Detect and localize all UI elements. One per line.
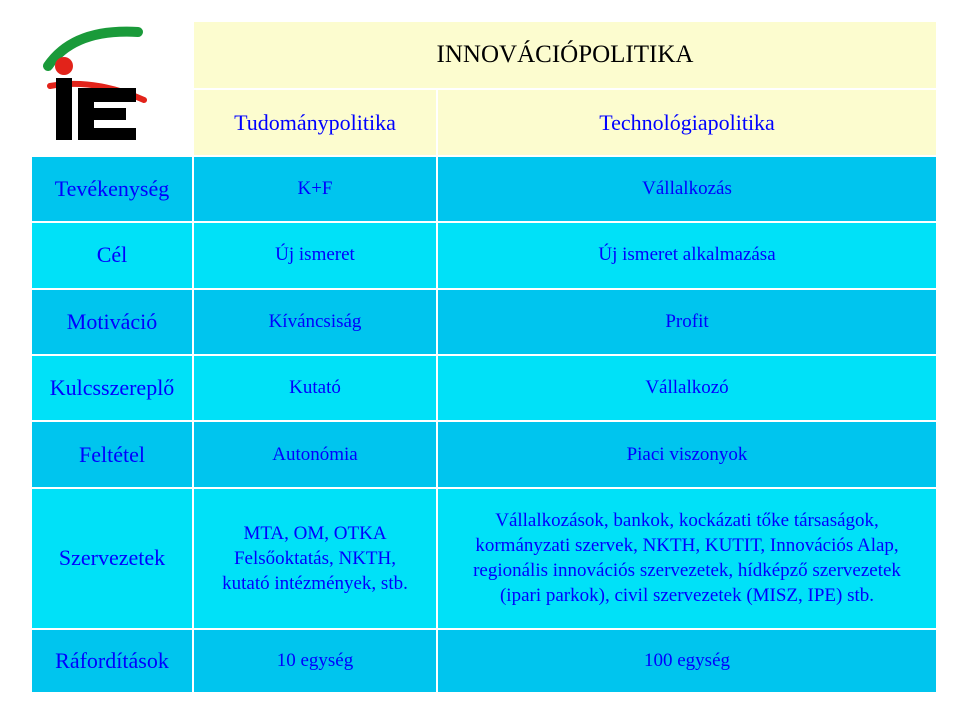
text-line: regionális innovációs szervezetek, hídképző szervezetek bbox=[473, 560, 901, 582]
science-cell: Kíváncsiság bbox=[193, 289, 437, 355]
science-cell bbox=[193, 488, 437, 629]
table-row bbox=[31, 488, 937, 629]
science-cell: K+F bbox=[193, 156, 437, 222]
science-cell: Új ismeret bbox=[193, 222, 437, 288]
text-line: kormányzati szervek, NKTH, KUTIT, Innovációs Alap, bbox=[475, 535, 899, 557]
column-header-science: Tudománypolitika bbox=[193, 89, 437, 155]
science-cell: Autonómia bbox=[193, 421, 437, 487]
technology-cell: Vállalkozó bbox=[437, 355, 937, 421]
table-row bbox=[31, 156, 937, 222]
ipe-logo-icon bbox=[34, 22, 164, 150]
table-row bbox=[31, 289, 937, 355]
logo-red-dot bbox=[55, 57, 73, 75]
page-title: INNOVÁCIÓPOLITIKA bbox=[193, 21, 937, 89]
innovation-policy-table bbox=[30, 20, 938, 694]
table-row bbox=[31, 222, 937, 288]
column-header-technology: Technológiapolitika bbox=[437, 89, 937, 155]
science-organizations-text bbox=[194, 521, 436, 596]
title-row bbox=[31, 21, 937, 89]
text-line: kutató intézmények, stb. bbox=[222, 572, 408, 594]
text-line: MTA, OM, OTKA bbox=[243, 522, 387, 544]
science-cell: Kutató bbox=[193, 355, 437, 421]
logo-letter-e-bottom bbox=[78, 128, 136, 140]
text-line: Vállalkozások, bankok, kockázati tőke társaságok, bbox=[495, 510, 879, 532]
row-label-goal: Cél bbox=[31, 222, 193, 288]
table-row bbox=[31, 355, 937, 421]
logo-graphic bbox=[34, 22, 164, 150]
row-label-motivation: Motiváció bbox=[31, 289, 193, 355]
technology-cell: Új ismeret alkalmazása bbox=[437, 222, 937, 288]
technology-cell bbox=[437, 488, 937, 629]
technology-cell: Profit bbox=[437, 289, 937, 355]
logo-letter-i bbox=[56, 78, 72, 140]
row-label-organizations: Szervezetek bbox=[31, 488, 193, 629]
text-line: (ipari parkok), civil szervezetek (MISZ, IPE) stb. bbox=[499, 585, 875, 607]
technology-organizations-text bbox=[438, 508, 936, 608]
row-label-key-actor: Kulcsszereplő bbox=[31, 355, 193, 421]
row-label-activity: Tevékenység bbox=[31, 156, 193, 222]
text-line: Felsőoktatás, NKTH, bbox=[233, 547, 396, 569]
row-label-condition: Feltétel bbox=[31, 421, 193, 487]
technology-cell: Piaci viszonyok bbox=[437, 421, 937, 487]
logo-letter-e-middle bbox=[78, 108, 126, 120]
table-row bbox=[31, 421, 937, 487]
technology-cell: 100 egység bbox=[437, 629, 937, 693]
table-row bbox=[31, 629, 937, 693]
science-cell: 10 egység bbox=[193, 629, 437, 693]
row-label-expenditure: Ráfordítások bbox=[31, 629, 193, 693]
logo-letter-e-top bbox=[78, 88, 136, 102]
technology-cell: Vállalkozás bbox=[437, 156, 937, 222]
